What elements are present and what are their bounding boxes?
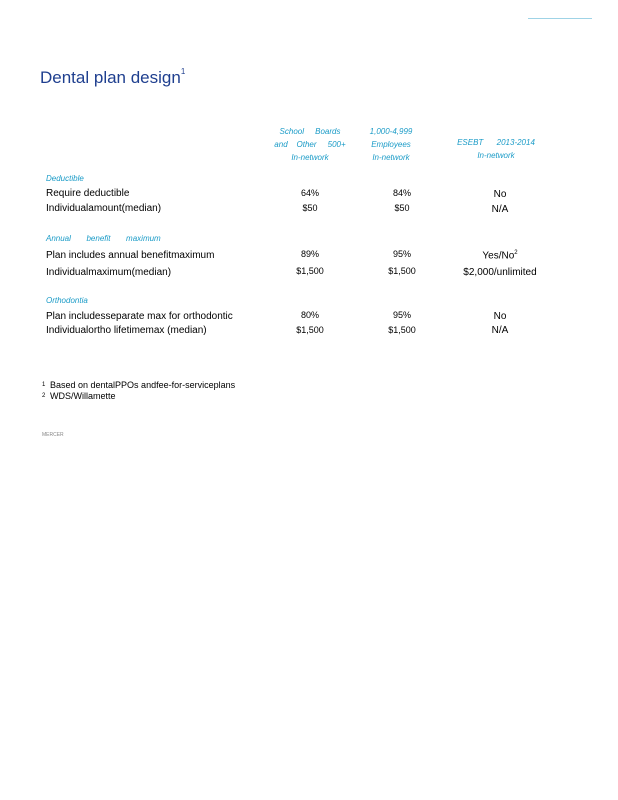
cell-value: $2,000/unlimited [463, 267, 537, 278]
title-footnote-marker: 1 [180, 67, 186, 77]
cell-value: No [493, 189, 507, 200]
cell-value: $50 [302, 203, 318, 213]
cell-value: $50 [394, 203, 410, 213]
cell-value: 64% [300, 188, 319, 198]
cell-value: $1,500 [388, 266, 416, 276]
cell-value: 95% [392, 249, 411, 259]
value-footnote-marker: 2 [514, 250, 518, 256]
row-label: Individualmaximum(median) [46, 267, 172, 278]
cell-value: 80% [300, 310, 319, 320]
cell-value: 95% [392, 310, 411, 320]
cell-value: $1,500 [296, 325, 324, 335]
row-label: Individualortho lifetimemax (median) [46, 325, 207, 336]
column-header-esebt: ESEBT 2013-2014 In-network [457, 138, 535, 160]
cell-value: Yes/No$^2$ [482, 250, 518, 262]
row-label: Plan includesseparate max for orthodontic [46, 311, 233, 322]
cell-value: $1,500 [388, 325, 416, 335]
column-header-employees: 1,000-4,999 Employees In-network [369, 127, 413, 162]
page-title: Dental plan design$^1$ [40, 67, 186, 87]
section-heading-deductible: Deductible [46, 174, 84, 183]
cell-value: 84% [392, 188, 411, 198]
section-heading-annual-benefit-maximum: Annual benefit maximum [46, 234, 161, 243]
cell-value: 89% [300, 249, 319, 259]
cell-value: No [493, 311, 507, 322]
cell-value: N/A [491, 204, 509, 215]
header-rule [528, 18, 592, 19]
cell-value: N/A [491, 325, 509, 336]
cell-value: $1,500 [296, 266, 324, 276]
row-label: Individualamount(median) [46, 203, 162, 214]
footnote-1: 1 Based on dentalPPOs andfee-for-serviceplans [42, 380, 236, 390]
footnote-2: 2 WDS/Willamette [42, 391, 116, 401]
row-label: Plan includes annual benefitmaximum [46, 250, 215, 261]
brand-label: MERCER [42, 432, 64, 438]
section-heading-orthodontia: Orthodontia [46, 296, 88, 305]
column-header-school-boards: School Boards and Other 500+ In-network [274, 127, 346, 162]
row-label: Require deductible [46, 188, 130, 199]
